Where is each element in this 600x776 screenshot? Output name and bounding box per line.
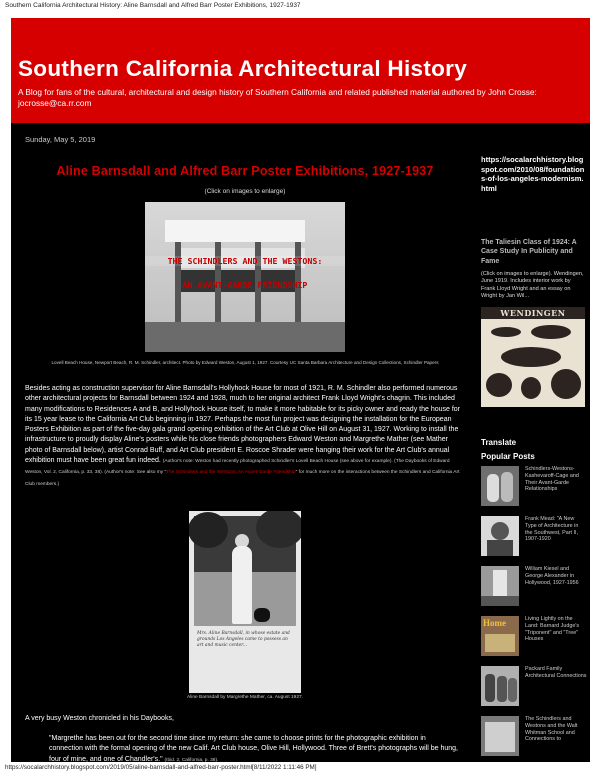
author-note: (Author's note: Weston had recently photographed Schindler's Lovell Beach House (see above for example). (The Daybooks of Edward Weston, Vol. 2, California, p. 33, 38). (Author's note: See also my " xyxy=(25,459,450,476)
photo-upper-slab xyxy=(165,220,305,242)
woodcut-title-band xyxy=(481,307,585,319)
lovell-beach-house-photo[interactable] xyxy=(145,202,345,352)
print-header: Southern California Architectural History: Aline Barnsdall and Alfred Barr Poster Exhibitions, 1927-1937 xyxy=(5,2,301,9)
quote-intro: A very busy Weston chronicled in his Daybooks, xyxy=(25,715,174,722)
blog-description: A Blog for fans of the cultural, architectural and design history of Southern California and related published material authored by John Crosse: jocrosse@ca.rr.com xyxy=(18,87,537,108)
photo-ground xyxy=(145,322,345,352)
popular-post-item[interactable] xyxy=(481,716,590,762)
popular-post-title: Packard Family Architectural Connections xyxy=(525,666,587,679)
popular-post-thumbnail xyxy=(481,466,519,506)
photo-caption: Lovell Beach House, Newport Beach, R. M. Schindler, architect. Photo by Edward Weston, August 1, 1927. Courtesy UC Santa Barbara Architecture and Design Collections, Schindler Papers xyxy=(51,360,439,365)
popular-post-title: Schindlers-Westons-Kashevaroff-Cage and Their Avant-Garde Relationships xyxy=(525,466,579,493)
photo-dog xyxy=(254,608,270,622)
photo-overlay-subtitle: AN AVANT-GARDE FRIENDSHIP xyxy=(182,280,308,290)
popular-post-title: Frank Mead: "A New Type of Architecture in the Southwest, Part II, 1907-1920 xyxy=(525,516,579,543)
blog-title[interactable]: Southern California Architectural History xyxy=(18,56,468,81)
sidebar-featured-heading[interactable]: The Taliesin Class of 1924: A Case Study In Publicity and Fame xyxy=(481,239,577,265)
post-body-paragraph xyxy=(25,384,465,490)
photo-image-area xyxy=(194,516,296,626)
popular-post-item[interactable] xyxy=(481,566,590,612)
quote-citation: (Ibid. 2, California, p. 38). xyxy=(164,757,219,762)
photo-overlay-title: THE SCHINDLERS AND THE WESTONS: xyxy=(145,256,345,266)
photo-figure xyxy=(232,546,252,624)
popular-post-title: The Schindlers and Westons and the Walt Whitman School and Connections to xyxy=(525,716,578,743)
blog-banner xyxy=(11,18,590,123)
popular-post-title: Living Lightly on the Land: Barnard Judge's "Triponent" and "Tree" Houses xyxy=(525,616,580,643)
popular-post-item[interactable] xyxy=(481,666,590,712)
photo-caption-2: Aline Barnsdall by Margrethe Mather, ca. August 1927. xyxy=(187,695,303,700)
popular-post-item[interactable] xyxy=(481,516,590,562)
post-title[interactable]: Aline Barnsdall and Alfred Barr Poster Exhibitions, 1927-1937 xyxy=(56,164,434,178)
woodcut-pattern xyxy=(491,327,521,337)
aline-barnsdall-photo[interactable] xyxy=(189,511,301,693)
woodcut-pattern xyxy=(501,347,561,367)
popular-post-thumbnail xyxy=(481,566,519,606)
photo-foliage xyxy=(256,511,301,548)
woodcut-pattern xyxy=(531,325,571,339)
sidebar-featured-link[interactable]: https://socalarchhistory.blogspot.com/2010/08/foundations-of-los-angeles-modernism.html xyxy=(481,155,585,194)
popular-post-item[interactable] xyxy=(481,616,590,662)
popular-post-item[interactable] xyxy=(481,466,590,512)
author-note-end: " for much more on the interactions between the Schindlers and California Art Club members.) xyxy=(25,470,460,487)
related-post-link[interactable]: The Schindlers and the Westons: An Avant-Garde Friendship xyxy=(166,470,296,476)
popular-post-thumbnail xyxy=(481,716,519,756)
post-date: Sunday, May 5, 2019 xyxy=(25,135,96,144)
paragraph-text: Besides acting as construction supervisor for Aline Barnsdall's Hollyhock House for most of 1921, R. M. Schindler also performed numerous other architectural projects for Barnsdall between 1924 and 1928, much to her original architect Frank Lloyd Wright's chagrin. This included many modifications to Residences A and B, and Hollyhock House itself, to make it more habitable for its picky owner and ready the house for its 15 year lease to the California Art Club beginning in 1927. Perhaps the most fun project was designing the installation for the European Posters Exhibition as part of the five-day gala grand opening exhibition of the Art Club at Olive Hill on August 31, 1927. Working to install the infrastructure to proudly display Aline's posters while his close friends photographers Edward Weston and Margrethe Mather (see Mather photo of Barnsdall below), artist Conrad Buff, and Art Club president E. Roscoe Shrader were hanging their work for the Art Club's annual exhibition must have been great fun indeed. xyxy=(25,385,461,465)
print-footer: https://socalarchhistory.blogspot.com/2019/05/aline-barnsdall-and-alfred-barr-poster.html[8/11/2022 1:11:46 PM] xyxy=(5,764,317,771)
quote-text: "Margrethe has been out for the second time since my return: she came to choose prints for the photographic exhibition in connection with the formal opening of the new Calif. Art Club house, Olive Hill, Hollywood. Three of Brett's photographs will be hung, four of mine, and one of Chandler's." xyxy=(49,735,458,762)
wendingen-cover-image[interactable] xyxy=(481,307,585,407)
sidebar-featured-snippet: (Click on images to enlarge). Wendingen, June 1919. Includes interior work by Frank Lloyd Wright and an essay on Wright by Jan Wil... xyxy=(481,271,584,299)
woodcut-pattern xyxy=(521,377,541,399)
popular-post-title: William Kiesel and George Alexander in Hollywood, 1927-1956 xyxy=(525,566,579,586)
woodcut-pattern xyxy=(486,373,512,397)
popular-post-thumbnail xyxy=(481,666,519,706)
block-quote xyxy=(49,734,459,762)
popular-post-thumbnail xyxy=(481,616,519,656)
translate-widget-heading: Translate xyxy=(481,438,517,447)
popular-posts-heading: Popular Posts xyxy=(481,452,535,461)
woodcut-pattern xyxy=(551,369,581,399)
photo-foliage xyxy=(189,512,228,548)
click-note: (Click on images to enlarge) xyxy=(204,188,286,195)
woodcut-title: WENDINGEN xyxy=(500,308,566,318)
thumbnail-text: Home xyxy=(483,618,506,628)
blog-page xyxy=(11,18,590,762)
popular-post-thumbnail xyxy=(481,516,519,556)
photo-handwritten-inscription: Mrs. Aline Barnsdall, in whose estate and grounds Los Angeles came to possess an art and music center... xyxy=(197,631,290,648)
